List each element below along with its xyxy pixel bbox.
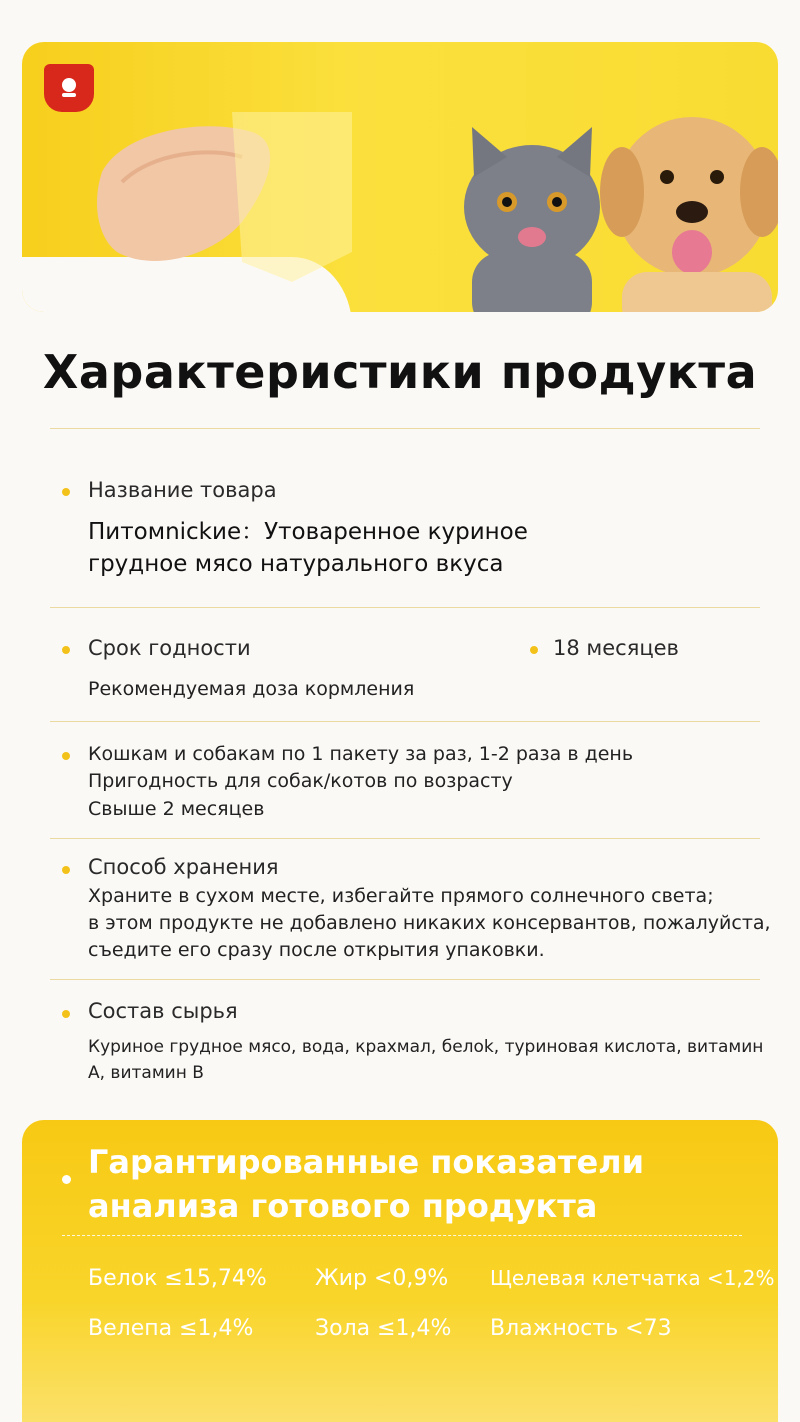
bullet-icon <box>62 866 70 874</box>
cat-image <box>464 127 600 312</box>
ingredients-line2: A, витамин B <box>88 1063 204 1083</box>
metric-moisture: Влажность <73 <box>490 1316 672 1341</box>
product-name-label: Название товара <box>88 478 277 502</box>
bullet-icon <box>62 646 70 654</box>
feeding-line2: Пригодность для собак/котов по возрасту <box>88 770 513 792</box>
divider <box>50 838 760 839</box>
product-name-line1: Питомnickие：Утоваренное куриное <box>88 519 528 545</box>
bullet-icon <box>62 1175 71 1184</box>
metric-protein: Белок ≤15,74% <box>88 1266 267 1291</box>
analysis-title <box>88 1140 644 1228</box>
feeding-line1: Кошкам и собакам по 1 пакету за раз, 1-2 раза в день <box>88 743 634 765</box>
brand-logo-icon <box>44 64 94 112</box>
bullet-icon <box>62 752 70 760</box>
metric-ash: Зола ≤1,4% <box>315 1316 452 1341</box>
metric-fat: Жир <0,9% <box>315 1266 449 1291</box>
storage-line2: в этом продукте не добавлено никаких консервантов, пожалуйста, <box>88 912 771 934</box>
divider <box>50 721 760 722</box>
analysis-title-line2: анализа готового продукта <box>88 1187 598 1225</box>
metric-velepa: Велепа ≤1,4% <box>88 1316 254 1341</box>
shelf-life-label: Срок годности <box>88 636 251 660</box>
ingredients-line1: Куриное грудное мясо, вода, крахмал, белоk, туриновая кислота, витамин <box>88 1037 764 1057</box>
bullet-icon <box>62 1010 70 1018</box>
panel-divider <box>62 1235 742 1236</box>
feeding-line3: Свыше 2 месяцев <box>88 798 265 820</box>
page-title: Характеристики продукта <box>42 345 758 399</box>
dog-image <box>600 117 778 312</box>
product-name-line2: грудное мясо натурального вкуса <box>88 551 504 577</box>
feeding-dose-label: Рекомендуемая доза кормления <box>88 678 415 700</box>
product-banner <box>22 42 778 312</box>
storage-line1: Храните в сухом месте, избегайте прямого солнечного света; <box>88 885 714 907</box>
shelf-life-value: 18 месяцев <box>553 636 679 660</box>
divider <box>50 979 760 980</box>
storage-label: Способ хранения <box>88 855 279 879</box>
chicken-breast-image <box>92 112 352 282</box>
cat-and-dog-image <box>452 102 778 312</box>
ingredients-label: Состав сырья <box>88 999 238 1023</box>
storage-line3: съедите его сразу после открытия упаковки. <box>88 939 545 961</box>
divider <box>50 607 760 608</box>
metric-fiber: Щелевая клетчатка <1,2% <box>490 1266 775 1290</box>
analysis-title-line1: Гарантированные показатели <box>88 1143 644 1181</box>
divider <box>50 428 760 429</box>
bullet-icon <box>62 488 70 496</box>
bullet-icon <box>530 646 538 654</box>
